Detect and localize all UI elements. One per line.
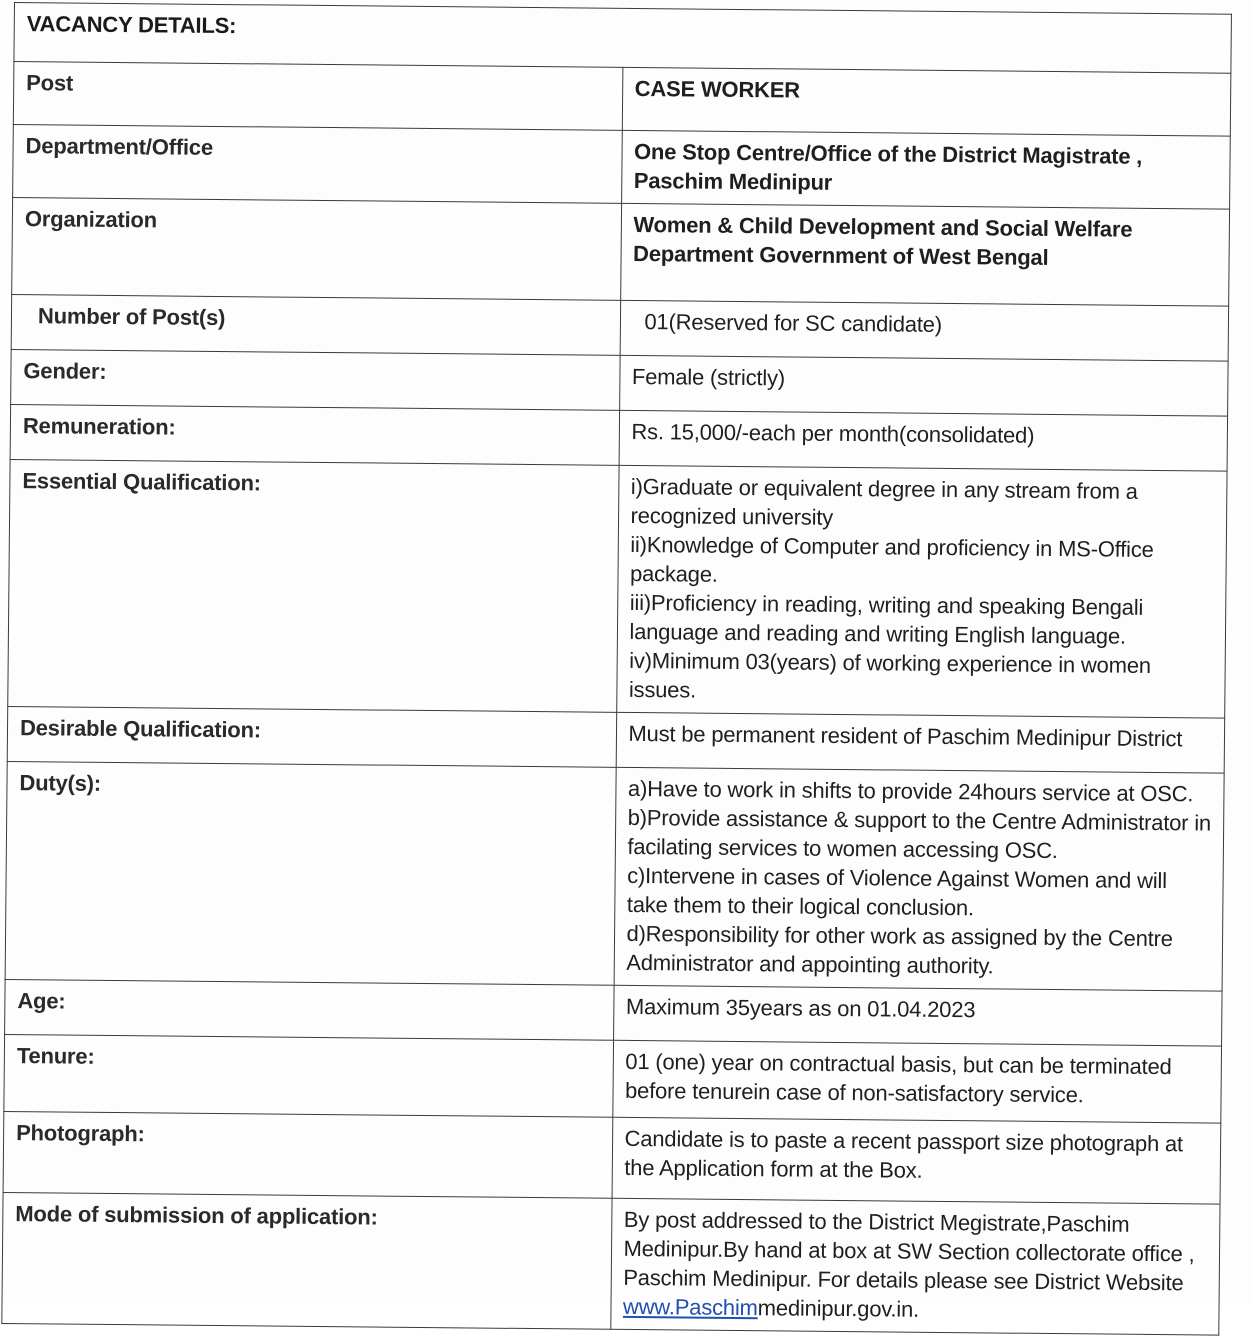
- age-value: Maximum 35years as on 01.04.2023: [613, 985, 1222, 1046]
- essential-qualification-item: iii)Proficiency in reading, writing and speaking Bengali language and reading and writing English language.: [629, 589, 1144, 649]
- post-value: CASE WORKER: [622, 67, 1231, 136]
- duty-item: a)Have to work in shifts to provide 24hours service at OSC.: [627, 775, 1194, 807]
- age-label: Age:: [5, 979, 614, 1040]
- vacancy-details-table: [1, 2, 1232, 1336]
- organization-label: Organization: [12, 197, 621, 300]
- remuneration-value: Rs. 15,000/-each per month(consolidated): [619, 410, 1228, 471]
- department-label: Department/Office: [13, 124, 622, 203]
- essential-qualification-item: iv)Minimum 03(years) of working experience in women issues.: [628, 647, 1151, 703]
- table-row-organization: [12, 197, 1230, 306]
- essential-qualification-item: ii)Knowledge of Computer and proficiency in MS-Office package.: [629, 531, 1154, 587]
- post-label: Post: [13, 62, 622, 131]
- duties-list: [614, 767, 1225, 991]
- table-row-mode-of-submission: [2, 1192, 1220, 1335]
- organization-value: Women & Child Development and Social Welfare Department Government of West Bengal: [620, 203, 1229, 306]
- essential-qualification-item: i)Graduate or equivalent degree in any stream from a recognized university: [630, 473, 1138, 530]
- number-of-posts-value: 01(Reserved for SC candidate): [620, 300, 1229, 361]
- duties-label: Duty(s):: [5, 761, 616, 985]
- table-row-photograph: [3, 1111, 1221, 1204]
- number-of-posts-label: Number of Post(s): [11, 294, 620, 355]
- essential-qualification-label: Essential Qualification:: [8, 459, 619, 712]
- remuneration-label: Remuneration:: [10, 404, 619, 465]
- table-row-department: [13, 124, 1231, 209]
- gender-label: Gender:: [11, 349, 620, 410]
- duty-item: b)Provide assistance & support to the Centre Administrator in facilating services to women accessing OSC.: [627, 804, 1212, 864]
- table-row-tenure: [4, 1034, 1222, 1123]
- desirable-qualification-label: Desirable Qualification:: [7, 706, 616, 767]
- district-website-link[interactable]: www.Paschim: [622, 1293, 758, 1321]
- department-value: One Stop Centre/Office of the District Magistrate , Paschim Medinipur: [621, 130, 1230, 209]
- photograph-label: Photograph:: [3, 1111, 612, 1198]
- district-website-link-suffix: medinipur.gov.in.: [757, 1295, 920, 1322]
- gender-value: Female (strictly): [619, 355, 1228, 416]
- photograph-value: Candidate is to paste a recent passport size photograph at the Application form at the Box.: [612, 1117, 1221, 1204]
- table-row-post: [13, 62, 1231, 137]
- table-row-duties: [5, 761, 1224, 991]
- table-row-essential-qualification: [8, 459, 1227, 718]
- mode-of-submission-text: By post addressed to the District Megistrate,Paschim Medinipur.By hand at box at SW Section collectorate office , Paschim Medinipur. For details please see District Website: [623, 1206, 1195, 1296]
- table-heading: VACANCY DETAILS:: [14, 3, 1232, 74]
- desirable-qualification-value: Must be permanent resident of Paschim Medinipur District: [616, 712, 1225, 773]
- tenure-label: Tenure:: [4, 1034, 613, 1117]
- duty-item: c)Intervene in cases of Violence Against Women and will take them to their logical conclusion.: [626, 862, 1167, 921]
- essential-qualification-list: [616, 465, 1227, 718]
- mode-of-submission-label: Mode of submission of application:: [2, 1192, 612, 1329]
- duty-item: d)Responsibility for other work as assigned by the Centre Administrator and appointing authority.: [626, 920, 1173, 979]
- mode-of-submission-value: [610, 1198, 1220, 1335]
- tenure-value: 01 (one) year on contractual basis, but can be terminated before tenurein case of non-satisfactory service.: [612, 1040, 1221, 1123]
